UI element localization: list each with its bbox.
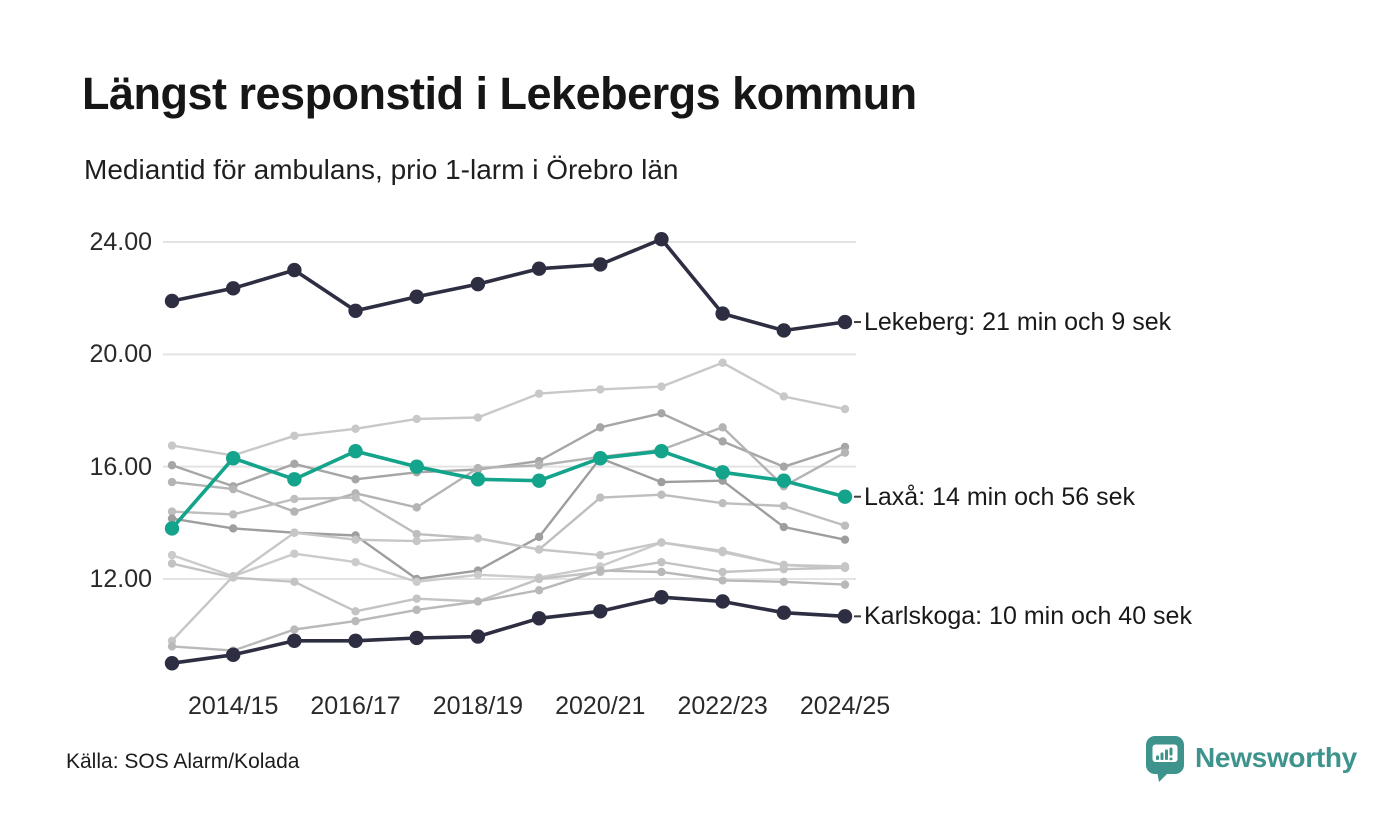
- series-point-other-1: [413, 415, 421, 423]
- series-point-Lekeberg: [165, 294, 179, 308]
- series-point-other-2: [290, 460, 298, 468]
- series-point-other-1: [718, 359, 726, 367]
- series-point-other-3: [413, 503, 421, 511]
- series-point-other-1: [351, 425, 359, 433]
- series-point-Lekeberg: [226, 281, 240, 295]
- page-title: Längst responstid i Lekebergs kommun: [82, 68, 917, 119]
- series-point-other-5: [841, 535, 849, 543]
- series-point-Lekeberg: [532, 261, 546, 275]
- series-point-other-5: [780, 523, 788, 531]
- series-point-other-7: [535, 575, 543, 583]
- series-point-other-3: [474, 464, 482, 472]
- series-point-other-8: [229, 572, 237, 580]
- series-point-Lekeberg: [654, 232, 668, 246]
- series-point-other-9: [474, 597, 482, 605]
- series-point-Karlskoga: [226, 648, 240, 662]
- series-point-Karlskoga: [838, 609, 852, 623]
- series-point-other-5: [657, 478, 665, 486]
- series-point-other-1: [168, 441, 176, 449]
- y-tick-label: 12.00: [89, 564, 152, 593]
- series-point-other-9: [841, 580, 849, 588]
- series-point-Lekeberg: [838, 315, 852, 329]
- series-point-other-9: [290, 625, 298, 633]
- series-point-other-5: [229, 524, 237, 532]
- series-point-other-1: [535, 389, 543, 397]
- series-point-Laxå: [471, 472, 485, 486]
- y-tick-label: 20.00: [89, 340, 152, 369]
- series-point-other-8: [413, 537, 421, 545]
- series-line-other-9: [172, 571, 845, 651]
- series-point-other-9: [413, 606, 421, 614]
- series-point-Laxå: [348, 444, 362, 458]
- series-point-other-3: [841, 448, 849, 456]
- series-point-Karlskoga: [471, 629, 485, 643]
- series-point-Laxå: [777, 474, 791, 488]
- series-point-other-6: [474, 571, 482, 579]
- series-point-other-7: [290, 578, 298, 586]
- series-point-other-8: [718, 547, 726, 555]
- series-point-other-9: [780, 578, 788, 586]
- series-point-other-3: [290, 507, 298, 515]
- series-point-Laxå: [654, 444, 668, 458]
- series-point-other-2: [657, 409, 665, 417]
- series-point-Karlskoga: [410, 631, 424, 645]
- series-point-Karlskoga: [348, 634, 362, 648]
- series-point-Lekeberg: [410, 290, 424, 304]
- newsworthy-logo: [1146, 736, 1357, 782]
- series-point-other-4: [229, 510, 237, 518]
- series-point-Laxå: [715, 465, 729, 479]
- series-label-laxa: Laxå: 14 min och 56 sek: [864, 482, 1135, 511]
- x-tick-label: 2016/17: [310, 692, 401, 720]
- series-point-other-5: [535, 533, 543, 541]
- series-point-Laxå: [410, 459, 424, 473]
- series-point-other-8: [351, 535, 359, 543]
- series-point-other-8: [290, 528, 298, 536]
- series-point-other-4: [351, 493, 359, 501]
- series-line-Karlskoga: [172, 597, 845, 663]
- series-point-other-7: [657, 558, 665, 566]
- series-point-Laxå: [226, 451, 240, 465]
- newsworthy-icon: [1146, 736, 1184, 782]
- series-point-other-3: [535, 461, 543, 469]
- series-point-Lekeberg: [471, 277, 485, 291]
- series-point-other-1: [596, 385, 604, 393]
- series-point-other-2: [780, 462, 788, 470]
- series-point-Karlskoga: [593, 604, 607, 618]
- series-point-Lekeberg: [287, 263, 301, 277]
- x-tick-label: 2014/15: [187, 692, 279, 720]
- series-point-other-4: [657, 491, 665, 499]
- series-point-other-7: [718, 568, 726, 576]
- series-point-other-9: [657, 568, 665, 576]
- series-label-karlskoga: Karlskoga: 10 min och 40 sek: [864, 602, 1192, 631]
- series-label-lekeberg: Lekeberg: 21 min och 9 sek: [864, 308, 1172, 337]
- series-point-other-1: [290, 432, 298, 440]
- series-point-Karlskoga: [715, 594, 729, 608]
- x-tick-label: 2018/19: [432, 692, 524, 720]
- series-point-other-8: [841, 562, 849, 570]
- series-point-other-6: [290, 550, 298, 558]
- series-point-other-4: [841, 521, 849, 529]
- series-point-other-8: [596, 551, 604, 559]
- series-line-other-1: [172, 363, 845, 456]
- series-point-other-4: [596, 493, 604, 501]
- series-point-Karlskoga: [165, 656, 179, 670]
- series-point-other-6: [413, 578, 421, 586]
- series-point-Lekeberg: [593, 257, 607, 271]
- series-point-other-9: [535, 586, 543, 594]
- series-point-other-8: [535, 545, 543, 553]
- series-point-other-7: [351, 607, 359, 615]
- series-point-Karlskoga: [532, 611, 546, 625]
- x-tick-label: 2024/25: [799, 692, 891, 720]
- page-subtitle: Mediantid för ambulans, prio 1-larm i Örebro län: [84, 154, 679, 185]
- series-point-Laxå: [165, 521, 179, 535]
- newsworthy-wordmark: Newsworthy: [1195, 742, 1357, 773]
- y-tick-label: 24.00: [89, 228, 152, 256]
- series-line-other-3: [172, 427, 845, 511]
- series-point-other-8: [780, 561, 788, 569]
- x-tick-label: 2022/23: [677, 692, 768, 720]
- series-line-other-8: [172, 533, 845, 641]
- series-point-other-4: [718, 499, 726, 507]
- series-point-other-1: [657, 382, 665, 390]
- series-point-Laxå: [532, 474, 546, 488]
- series-point-other-9: [168, 642, 176, 650]
- series-point-other-6: [351, 558, 359, 566]
- series-point-other-9: [351, 617, 359, 625]
- series-point-other-9: [596, 566, 604, 574]
- series-point-Laxå: [593, 451, 607, 465]
- series-point-other-2: [351, 475, 359, 483]
- series-point-other-3: [168, 478, 176, 486]
- series-point-Laxå: [287, 472, 301, 486]
- series-point-other-9: [718, 576, 726, 584]
- series-point-other-1: [841, 405, 849, 413]
- series-point-other-2: [596, 423, 604, 431]
- series-point-Lekeberg: [715, 306, 729, 320]
- series-point-other-1: [780, 392, 788, 400]
- series-point-other-3: [718, 423, 726, 431]
- series-point-other-2: [168, 461, 176, 469]
- series-point-other-8: [474, 534, 482, 542]
- source-note: Källa: SOS Alarm/Kolada: [66, 750, 300, 773]
- series-point-other-2: [718, 437, 726, 445]
- series-point-Lekeberg: [348, 304, 362, 318]
- series-point-other-7: [413, 594, 421, 602]
- series-point-other-4: [290, 495, 298, 503]
- series-point-other-6: [168, 551, 176, 559]
- series-point-Laxå: [838, 490, 852, 504]
- y-tick-label: 16.00: [89, 452, 152, 481]
- series-point-Karlskoga: [287, 634, 301, 648]
- series-point-Karlskoga: [777, 605, 791, 619]
- series-point-other-7: [168, 559, 176, 567]
- series-point-Karlskoga: [654, 590, 668, 604]
- series-point-other-1: [474, 413, 482, 421]
- series-point-Lekeberg: [777, 323, 791, 337]
- x-tick-label: 2020/21: [555, 692, 646, 720]
- series-point-other-4: [780, 502, 788, 510]
- series-line-Laxå: [172, 451, 845, 528]
- series-point-other-3: [229, 485, 237, 493]
- series-line-Lekeberg: [172, 239, 845, 330]
- series-point-other-8: [657, 538, 665, 546]
